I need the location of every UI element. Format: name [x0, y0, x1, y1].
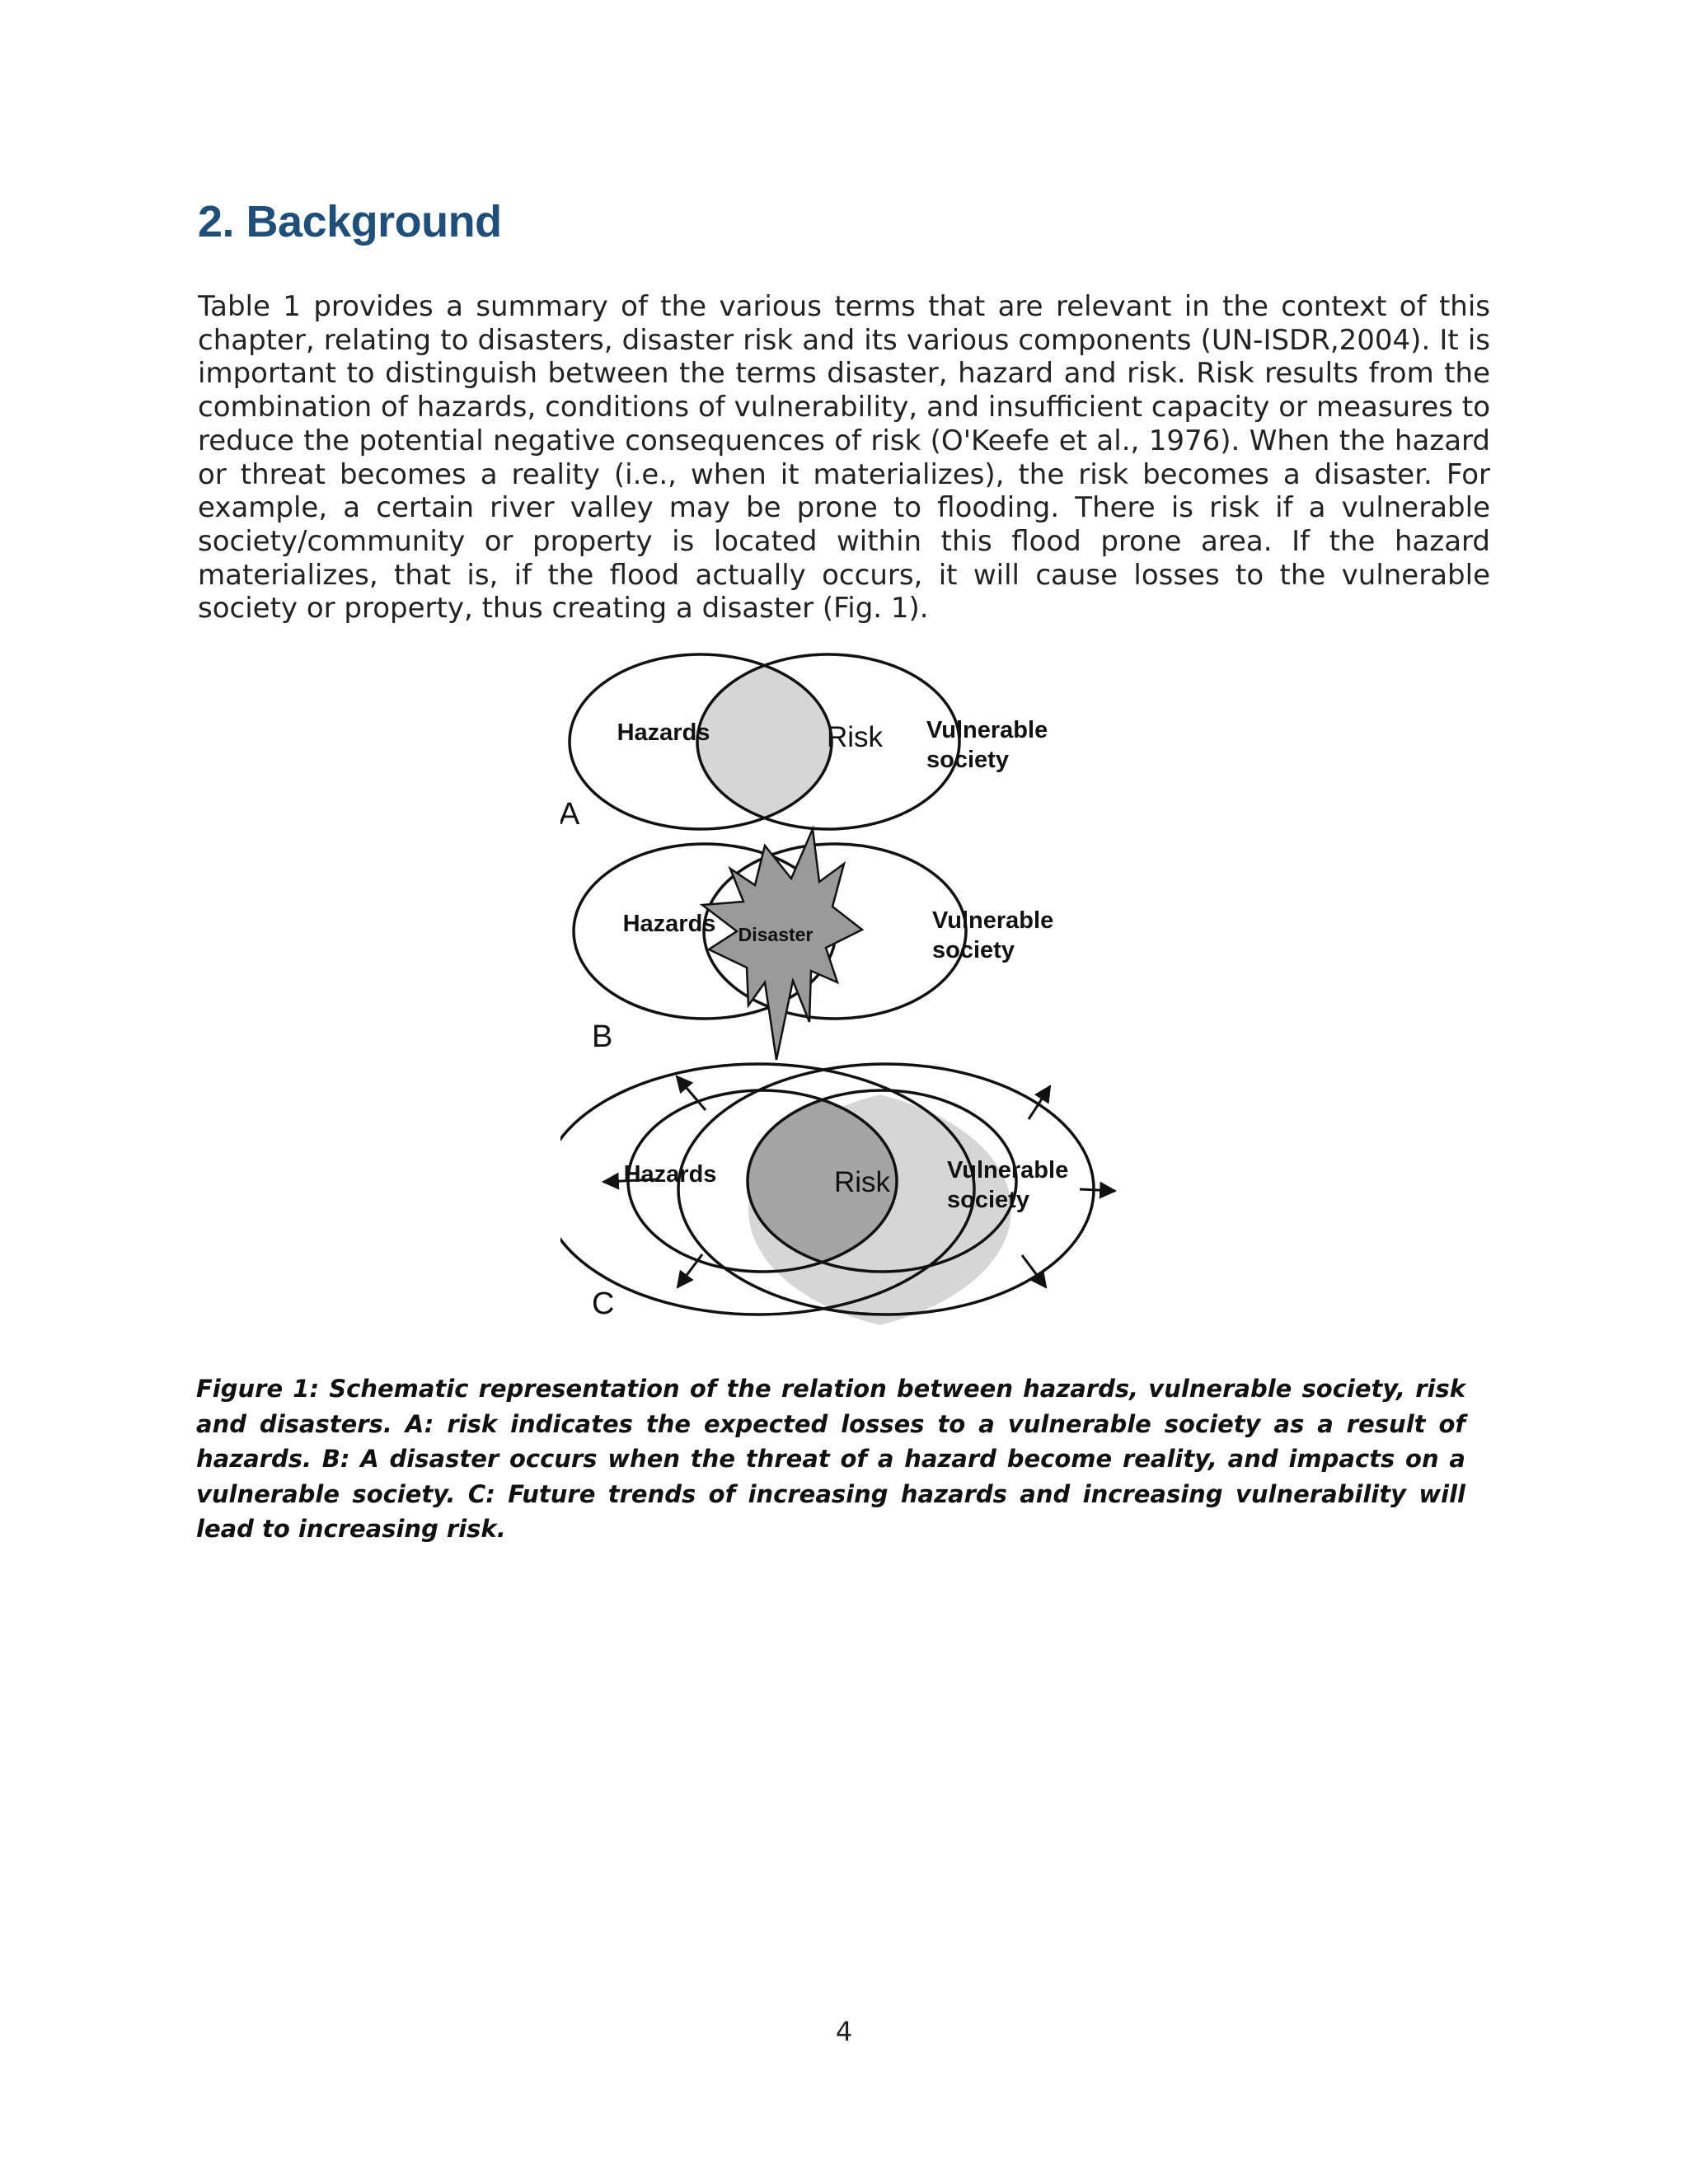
arrow-down-left: [678, 1254, 702, 1287]
panel-a: [560, 654, 1048, 832]
disaster-label: Disaster: [738, 924, 814, 945]
panel-c: [560, 1064, 1137, 1327]
figure-1: [560, 641, 1137, 1327]
panel-b: [574, 829, 1053, 1060]
body-paragraph: Table 1 provides a summary of the various terms that are relevant in the context of this chapter, relating to disasters, disaster risk and its various components (UN-ISDR,2004). It is important to distinguish between the terms disaster, hazard and risk. Risk results from the combination of hazards, conditions of vulnerability, and insufficient capacity or measures to reduce the potential negative consequences of risk (O'Keefe et al., 1976). When the hazard or threat becomes a reality (i.e., when it materializes), the risk becomes a disaster. For example, a certain river valley may be prone to flooding. There is risk if a vulnerable society/community or property is located within this flood prone area. If the hazard materializes, that is, if the flood actually occurs, it will cause losses to the vulnerable society or property, thus creating a disaster (Fig. 1).: [198, 290, 1490, 626]
risk-schematic-diagram: [560, 641, 1137, 1327]
page-number: 4: [835, 2016, 853, 2047]
society-label: society: [926, 747, 1009, 773]
vulnerable-label: Vulnerable: [926, 717, 1048, 743]
risk-label: Risk: [833, 1166, 891, 1198]
panel-label-c: C: [592, 1286, 615, 1321]
panel-label-a: A: [560, 797, 580, 832]
vulnerable-label: Vulnerable: [947, 1157, 1069, 1183]
hazards-label: Hazards: [623, 1161, 717, 1188]
arrow-up-right: [1029, 1086, 1050, 1119]
arrow-right: [1080, 1189, 1115, 1191]
vulnerable-label: Vulnerable: [932, 907, 1054, 934]
panel-label-b: B: [592, 1019, 613, 1054]
hazards-label: Hazards: [617, 719, 710, 746]
society-label: society: [947, 1187, 1029, 1213]
figure-caption: Figure 1: Schematic representation of the relation between hazards, vulnerable society, risk and disasters. A: risk indicates the expected losses to a vulnerable society as a result of hazards. B: A disaster occurs when the threat of a hazard become reality, and impacts on a vulnerable society. C: Future trends of increasing hazards and increasing vulnerability will lead to increasing risk.: [196, 1375, 1465, 1543]
society-label: society: [932, 937, 1015, 963]
section-heading: 2. Background: [198, 197, 502, 246]
hazards-label: Hazards: [622, 911, 716, 937]
risk-label: Risk: [826, 721, 884, 753]
